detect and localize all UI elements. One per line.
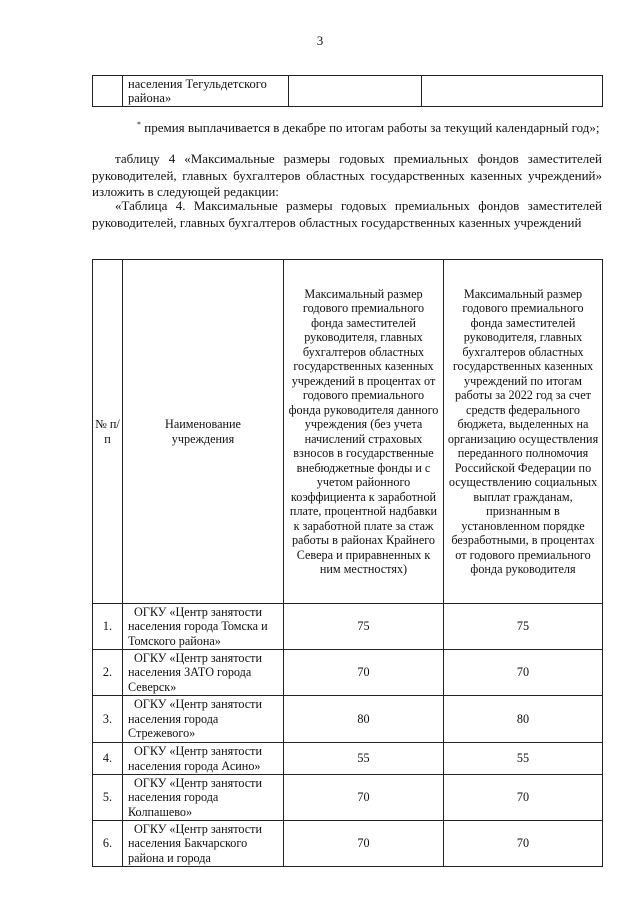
top-table-name-cell: населения Тегульдетского района» bbox=[123, 76, 289, 107]
row-col4: 70 bbox=[444, 650, 603, 696]
row-col3: 75 bbox=[284, 604, 444, 650]
footnote-text: премия выплачивается в декабре по итогам работы за текущий календарный год»; bbox=[144, 120, 600, 135]
footnote-marker: * bbox=[137, 120, 141, 129]
previous-table-fragment bbox=[92, 75, 603, 107]
header-col4: Максимальный размер годового премиального фонда заместителей руководителя, главных бухгалтеров областных государственных казенных учреждений по итогам работы за 2022 год за счет средств федерального бюджета, выделенных на организацию осуществления переданного полномочия Российской Федерации по осуществлению социальных выплат гражданам, признанным в установленном порядке безработными, в процентах от годового премиального фонда руководителя bbox=[444, 260, 603, 604]
table-row bbox=[93, 775, 603, 821]
table-title-paragraph: «Таблица 4. Максимальные размеры годовых премиальных фондов заместителей руководителей, главных бухгалтеров областных государственных казенных учреждений bbox=[92, 198, 602, 230]
header-name: Наименование учреждения bbox=[123, 260, 284, 604]
row-col3: 80 bbox=[284, 696, 444, 743]
page-number: 3 bbox=[316, 33, 324, 48]
table-row bbox=[93, 696, 603, 743]
header-col3: Максимальный размер годового премиального фонда заместителей руководителя, главных бухгалтеров областных государственных казенных учреждений в процентах от годового премиального фонда руководителя данного учреждения (без учета начислений страховых взносов в государственные внебюджетные фонды и с учетом районного коэффициента к заработной плате, процентной надбавки к заработной плате за стаж работы в районах Крайнего Севера и приравненных к ним местностях) bbox=[284, 260, 444, 604]
row-col3: 55 bbox=[284, 743, 444, 775]
row-name: ОГКУ «Центр занятости населения города Томска и Томского района» bbox=[123, 604, 284, 650]
top-table-num-cell bbox=[93, 76, 123, 107]
row-num: 4. bbox=[93, 743, 123, 775]
row-col3: 70 bbox=[284, 821, 444, 867]
row-num: 5. bbox=[93, 775, 123, 821]
row-col3: 70 bbox=[284, 650, 444, 696]
row-col4: 55 bbox=[444, 743, 603, 775]
row-col3: 70 bbox=[284, 775, 444, 821]
table-row bbox=[93, 650, 603, 696]
premium-fund-table bbox=[92, 259, 603, 867]
row-num: 1. bbox=[93, 604, 123, 650]
row-name: ОГКУ «Центр занятости населения города Асино» bbox=[123, 743, 284, 775]
row-num: 6. bbox=[93, 821, 123, 867]
row-name: ОГКУ «Центр занятости населения Бакчарского района и города bbox=[123, 821, 284, 867]
footnote-paragraph bbox=[92, 117, 602, 137]
row-name: ОГКУ «Центр занятости населения города Колпашево» bbox=[123, 775, 284, 821]
top-table-col3-cell bbox=[289, 76, 422, 107]
row-num: 2. bbox=[93, 650, 123, 696]
row-col4: 80 bbox=[444, 696, 603, 743]
header-num: № п/п bbox=[93, 260, 123, 604]
table-header-row bbox=[93, 260, 603, 604]
table-row bbox=[93, 604, 603, 650]
row-col4: 70 bbox=[444, 775, 603, 821]
row-name: ОГКУ «Центр занятости населения города Стрежевого» bbox=[123, 696, 284, 743]
row-col4: 75 bbox=[444, 604, 603, 650]
table-row bbox=[93, 743, 603, 775]
row-col4: 70 bbox=[444, 821, 603, 867]
instruction-paragraph: таблицу 4 «Максимальные размеры годовых премиальных фондов заместителей руководителей, главных бухгалтеров областных государственных казенных учреждений» изложить в следующей редакции: bbox=[92, 151, 602, 199]
row-name: ОГКУ «Центр занятости населения ЗАТО города Северск» bbox=[123, 650, 284, 696]
row-num: 3. bbox=[93, 696, 123, 743]
top-table-col4-cell bbox=[422, 76, 603, 107]
table-row bbox=[93, 821, 603, 867]
